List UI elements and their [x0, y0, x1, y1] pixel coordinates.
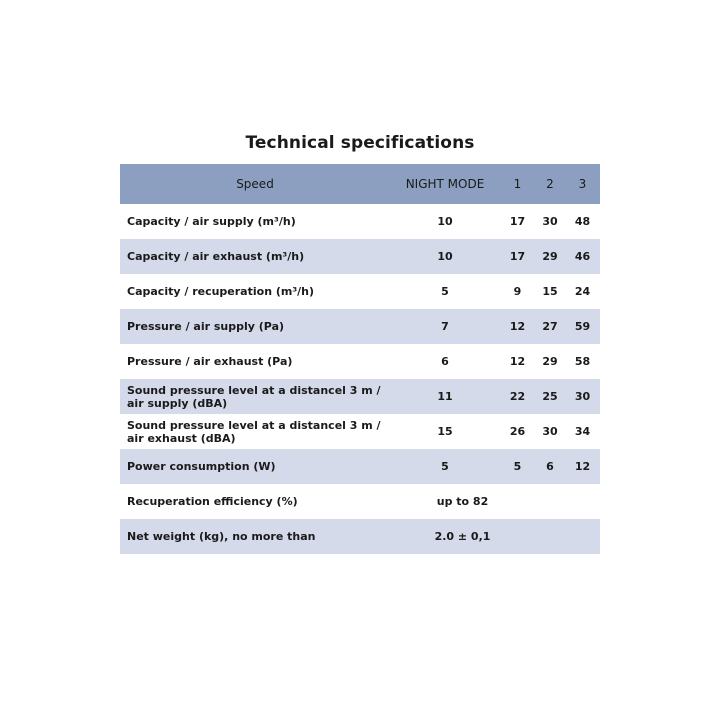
speed-1-value: 9	[513, 285, 522, 298]
speed-1-value: 17	[509, 215, 526, 228]
header-speed-1: 1	[513, 177, 522, 191]
row-label: Recuperation efficiency (%)	[127, 495, 298, 508]
speed-2-value: 29	[542, 250, 558, 263]
header-speed-3: 3	[578, 177, 587, 191]
row-label: Pressure / air supply (Pa)	[127, 320, 285, 333]
row-label: Capacity / air supply (m³/h)	[127, 215, 296, 228]
table-row	[120, 449, 600, 484]
speed-3-value: 46	[574, 250, 591, 263]
table-row	[120, 484, 600, 519]
table-row	[120, 239, 600, 274]
row-label: Power consumption (W)	[127, 460, 276, 473]
table-row	[120, 204, 600, 239]
row-label: Pressure / air exhaust (Pa)	[127, 355, 293, 368]
row-label: Capacity / air exhaust (m³/h)	[127, 250, 305, 263]
speed-2-value: 25	[542, 390, 558, 403]
speed-1-value: 22	[509, 390, 526, 403]
row-label: Capacity / recuperation (m³/h)	[127, 285, 315, 298]
night-mode-value: 11	[437, 390, 453, 403]
night-mode-value: 5	[441, 285, 449, 298]
speed-2-value: 29	[542, 355, 558, 368]
night-mode-value: 10	[437, 215, 453, 228]
night-mode-value: 7	[441, 320, 449, 333]
table-header-row	[120, 164, 600, 204]
table-row	[120, 519, 600, 554]
table-row	[120, 344, 600, 379]
speed-3-value: 30	[574, 390, 591, 403]
speed-3-value: 48	[574, 215, 591, 228]
night-mode-value: 5	[441, 460, 449, 473]
speed-2-value: 6	[546, 460, 554, 473]
row-label: Sound pressure level at a distancel 3 m / air exhaust (dBA)	[127, 418, 381, 445]
merged-value: up to 82	[436, 495, 489, 508]
speed-2-value: 30	[542, 215, 558, 228]
speed-3-value: 12	[574, 460, 591, 473]
header-night-mode: NIGHT MODE	[405, 177, 485, 191]
speed-1-value: 12	[509, 320, 526, 333]
table-row	[120, 274, 600, 309]
page-title: Technical specifications	[245, 133, 475, 153]
table-row	[120, 379, 600, 414]
speed-2-value: 27	[542, 320, 558, 333]
night-mode-value: 15	[437, 425, 453, 438]
speed-3-value: 24	[574, 285, 591, 298]
speed-1-value: 26	[509, 425, 526, 438]
merged-value: 2.0 ± 0,1	[434, 530, 491, 543]
speed-2-value: 30	[542, 425, 558, 438]
header-speed: Speed	[236, 177, 274, 191]
night-mode-value: 10	[437, 250, 453, 263]
table-row	[120, 309, 600, 344]
table-row	[120, 414, 600, 449]
speed-1-value: 17	[509, 250, 526, 263]
speed-2-value: 15	[542, 285, 558, 298]
speed-3-value: 34	[574, 425, 591, 438]
row-label: Net weight (kg), no more than	[127, 530, 316, 543]
speed-3-value: 59	[574, 320, 591, 333]
row-label: Sound pressure level at a distancel 3 m / air supply (dBA)	[127, 383, 381, 410]
speed-1-value: 12	[509, 355, 526, 368]
night-mode-value: 6	[441, 355, 449, 368]
speed-3-value: 58	[574, 355, 591, 368]
header-speed-2: 2	[546, 177, 554, 191]
speed-1-value: 5	[513, 460, 522, 473]
specifications-table	[120, 164, 600, 554]
